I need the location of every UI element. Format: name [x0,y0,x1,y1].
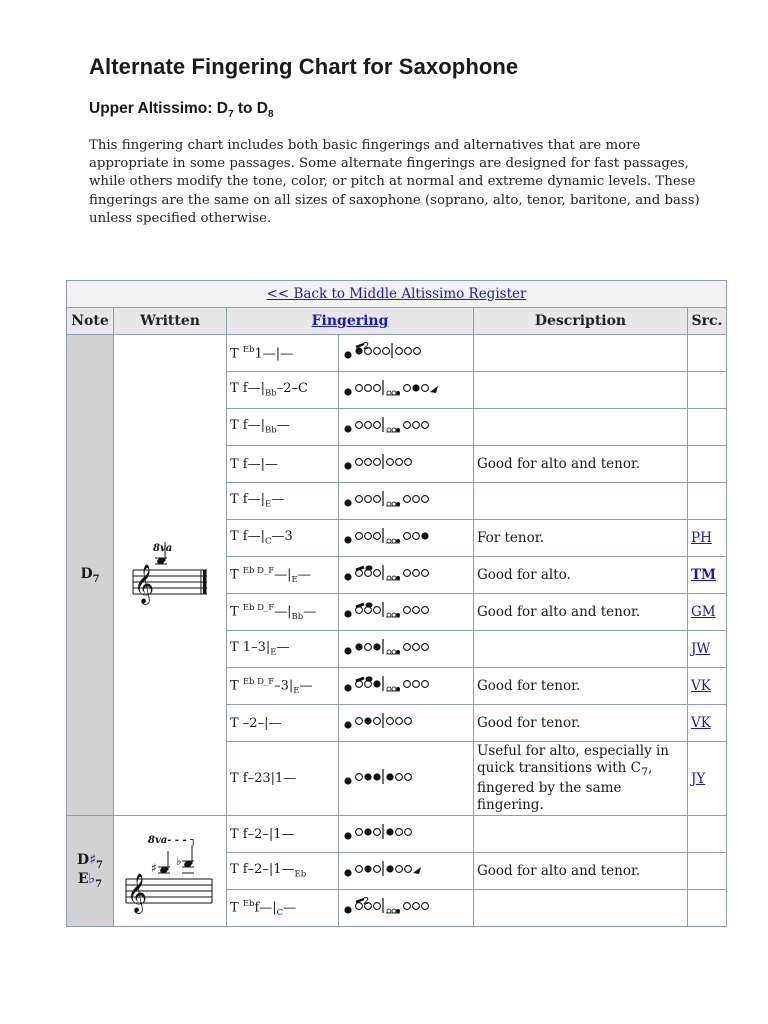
description [474,483,688,520]
fingering-diagram-icon [342,488,470,510]
back-link-row [67,281,727,308]
description: Good for alto and tenor. [474,594,688,631]
fingering-diagram [339,742,474,816]
svg-text:2: 2 [363,341,370,352]
fingering-diagram-icon [342,599,470,621]
fingering-diagram [339,446,474,483]
source [688,409,727,446]
source [688,668,727,705]
fingering-code: T $1-3|_E—$ [227,631,339,668]
written-staff-dsharp [114,816,227,927]
fingering-diagram [339,594,474,631]
header-src: Src. [688,308,727,335]
source [688,335,727,372]
fingering-diagram-icon [342,821,470,843]
header-description: Description [474,308,688,335]
fingering-code: T $^{Eb}f—|_C—$ [227,890,339,927]
fingering-diagram-icon [342,895,470,917]
fingering-diagram [339,705,474,742]
description: Good for tenor. [474,705,688,742]
note-cell-d7: $D_7$ [67,335,114,816]
fingering-code: T $^{Eb D\_F}—|_{Bb}—$ [227,594,339,631]
fingering-diagram-icon [342,525,470,547]
fingering-diagram-icon [342,340,470,362]
fingering-diagram [339,557,474,594]
fingering-code: T $f—|_{Bb}—$ [227,409,339,446]
fingering-diagram [339,483,474,520]
page-title: Alternate Fingering Chart for Saxophone [89,54,519,79]
description: Useful for alto, especially in quick transitions with $C_7$, fingered by the same fingering. [474,742,688,816]
svg-text:♭: ♭ [176,854,182,868]
header-note: Note [67,308,114,335]
intro-paragraph: This fingering chart includes both basic fingerings and alternatives that are more appropriate in some passages. Some alternate fingerings are designed for fast passages, while others modify the tone, color, or pitch at normal and extreme dynamic levels. These fingerings are the same on all sizes of saxophone (soprano, alto, tenor, baritone, and bass) unless specified otherwise. [89,138,700,226]
fingering-diagram [339,409,474,446]
source [688,890,727,927]
note-cell-dsharp-eflat: $D♯_7$ $E♭_7$ [67,816,114,927]
svg-text:𝄞: 𝄞 [134,564,155,604]
svg-text:2: 2 [363,896,370,907]
fingering-diagram [339,816,474,853]
description: Good for tenor. [474,668,688,705]
treble-staff-icon [120,819,220,919]
fingering-code: T f—|— [227,446,339,483]
description: Good for alto. [474,557,688,594]
back-to-middle-altissimo-link[interactable]: << Back to Middle Altissimo Register [266,286,527,302]
source [688,446,727,483]
fingering-header-link[interactable]: Fingering [311,313,389,329]
fingering-diagram [339,668,474,705]
source [688,483,727,520]
fingering-diagram-icon [342,858,470,880]
written-staff-d7 [114,335,227,816]
fingering-diagram [339,372,474,409]
source-link-tm[interactable]: TM [691,567,716,583]
description: Good for alto and tenor. [474,853,688,890]
description [474,631,688,668]
fingering-code: T $f—|_C—3$ [227,520,339,557]
staff-octave-label: 8va- - - ┐ [148,835,197,846]
source [688,557,727,594]
fingering-diagram-icon [342,562,470,584]
page-subtitle: Upper Altissimo: $D_7$ to $D_8$ [89,100,274,121]
fingering-code: T $f-2-|1—_{Eb}$ [227,853,339,890]
treble-staff-icon [125,538,215,608]
source-link-vk[interactable]: VK [691,715,711,731]
fingering-diagram-icon [342,377,470,399]
fingering-diagram [339,520,474,557]
description [474,335,688,372]
source-link-gm[interactable]: GM [691,604,716,620]
fingering-code: T $f—|_{Bb}-2-C$ [227,372,339,409]
staff-octave-label: 8va [153,543,173,554]
source-link-ph[interactable]: PH [691,530,712,546]
fingering-diagram [339,890,474,927]
fingering-code: T f–2–|1— [227,816,339,853]
header-fingering [227,308,474,335]
source [688,742,727,816]
svg-text:♯: ♯ [151,861,157,875]
fingering-code: T f–23|1— [227,742,339,816]
source [688,853,727,890]
description [474,372,688,409]
source [688,520,727,557]
source [688,705,727,742]
table-row [67,335,727,372]
fingering-diagram-icon [342,414,470,436]
source [688,594,727,631]
source-link-vk[interactable]: VK [691,678,711,694]
description: Good for alto and tenor. [474,446,688,483]
fingering-diagram-icon [342,636,470,658]
fingering-diagram-icon [342,710,470,732]
source-link-jw[interactable]: JW [691,641,711,657]
description [474,816,688,853]
fingering-diagram [339,631,474,668]
svg-text:𝄞: 𝄞 [127,873,148,913]
fingering-code: T $^{Eb D\_F}—|_E—$ [227,557,339,594]
fingering-code: T $^{Eb D\_F}-3|_E—$ [227,668,339,705]
table-row [67,816,727,853]
source [688,372,727,409]
header-written: Written [114,308,227,335]
fingering-code: T $^{Eb}$1—|— [227,335,339,372]
description [474,409,688,446]
fingering-chart-table [66,280,727,927]
fingering-diagram [339,853,474,890]
table-header-row [67,308,727,335]
description [474,890,688,927]
source [688,816,727,853]
fingering-diagram [339,335,474,372]
fingering-diagram-icon [342,766,470,788]
fingering-diagram-icon [342,673,470,695]
fingering-diagram-icon [342,451,470,473]
source [688,631,727,668]
fingering-code: T $f—|_E—$ [227,483,339,520]
fingering-code: T –2–|— [227,705,339,742]
description: For tenor. [474,520,688,557]
source-link-jy[interactable]: JY [691,770,706,787]
